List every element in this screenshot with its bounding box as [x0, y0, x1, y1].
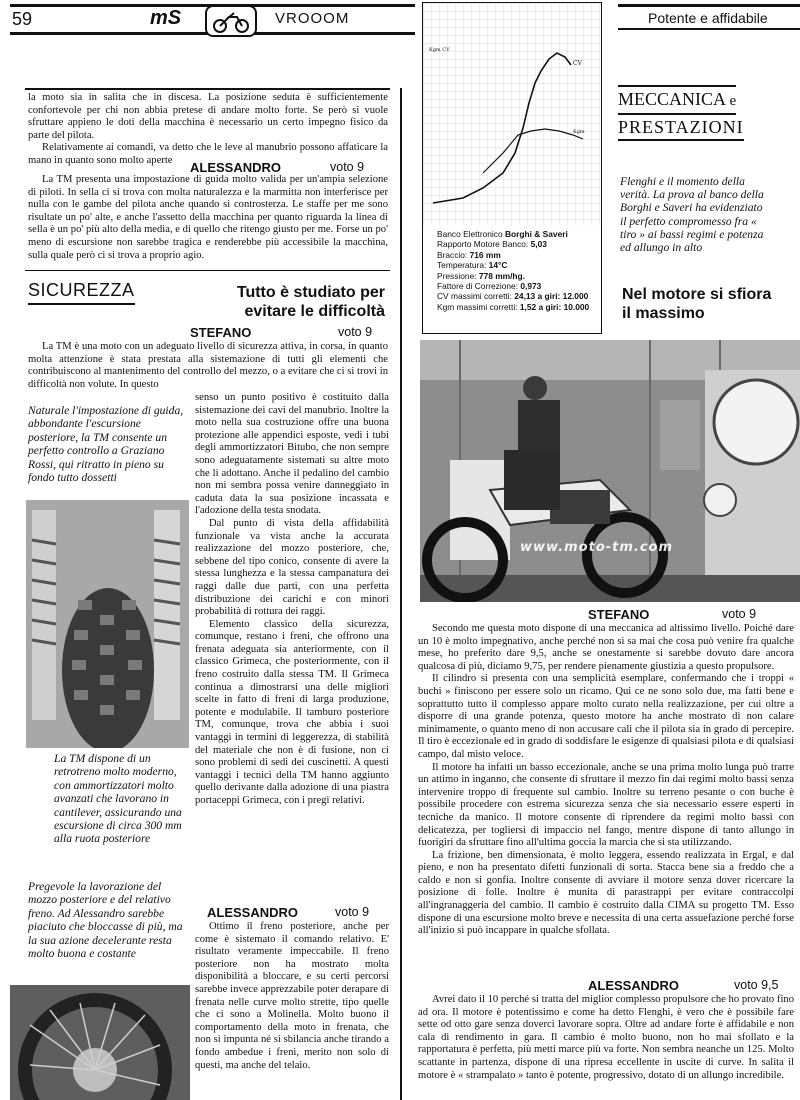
header-right-rule-top: [618, 4, 800, 7]
page-number: 59: [12, 9, 33, 29]
photo-rear-suspension: [26, 500, 189, 748]
dyno-chart: [423, 3, 601, 225]
page-title: Potente e affidabile: [648, 10, 768, 26]
review-3-text: Ottimo il freno posteriore, anche per come è sistemato il comando relativo. E' risultato veramente impeccabile. Il freno posteriore non ha mostrato molta disponibilità a bloccare, e su certi percorsi sarebbe invece apprezzabile poter derapare di frenata nelle curve molto strette, tipo quelle che ci sono a Molinella. Molto buono il comportamento della moto in frenata, che non si impunta né si sbilancia anche tirando a fondo ambedue i freni, merito non solo di questi, ma anche del telaio.: [195, 921, 389, 1071]
spec-row: Pressione: 778 mm/hg.: [437, 270, 525, 281]
intro-text: la moto sia in salita che in discesa. La posizione seduta è sufficientemente confortevole per chi non abbia pretese di andare molto forte. Se però si vuole sfruttare appieno le doti della macchina è necessario un certo impegno fisico da parte del pilota. Relativamente ai comandi, va detto che le leve al manubrio possono affaticare la mano in quanto sono molto aperte: [28, 92, 388, 166]
review-4-text: Secondo me questa moto dispone di una meccanica ad altissimo livello. Poiché dare un 10 è molto impegnativo, anche perché non si sa mai che cosa può venire fra qualche mese, ho preferito dare 9,5, anche se onestamente si sarebbe dovuto dare ancora qualcosa di più, diciamo 9,75, per rendere pienamente giustizia a questo propulsore. Il cilindro si presenta con una semplicità esemplare, confermando che i troppi « buchi » finiscono per essere solo un ricamo. Qui ce ne sono solo due, ma fatti bene e soprattutto tutto il complesso appare molto curato nella realizzazione, per cui oltre a disporre di una grande potenza, questo motore ha anche mostrato di non calare minimamente, o quanto meno di non accusare cali che il pilota sia in grado di percepire. Il tiro è eccezionale ed in grado di soddisfare le esigenze di qualsiasi pilota e di qualsiasi campo, dal misto veloce. Il motore ha infatti un basso eccezionale, anche se una prima molto lunga può trarre un attimo in inganno, che consente di sfruttare il mezzo fin dai regimi molto bassi senza intervenire troppo di frequente sul cambio. Inoltre su terreno pesante o con buche è possibile procedere con estrema sicurezza senza che sia necessario essere esperti in tecniche da manico. Il motore consente di riprendere da regimi molto bassi con delicatezza, per togliersi di impaccio nel fango, mentre dispone di tanto allungo in fuorigiri da sfruttare fino all'ultima goccia la marcia che si sta utilizzando. La frizione, ben dimensionata, è molto leggera, essendo realizzata in Ergal, e dal pieno, e non ha presentato difetti funzionali di sorta. Stacca bene sia a freddo che a caldo e non si gonfia. Inoltre consente di avviare il motore senza dover ricercare la posizione di folle. Inoltre è munita di parastrappi per evitare contraccolpi all'ingranaggeria del cambio. Il cambio è costruito dalla CIMA su progetto TM. Esso dispone di una escursione molto breve e necessita di una certa assuefazione perché forse all'inizio si può incappare in qualche sfollata.: [418, 623, 794, 937]
headline-sicurezza: Tutto è studiato per evitare le difficoltà: [236, 284, 385, 320]
vote-3: voto 9: [335, 905, 370, 919]
vote-1: voto 9: [330, 160, 365, 174]
review-2-text-full: La TM è una moto con un adeguato livello di sicurezza attiva, in corsa, in quanto molta attenzione è stata prestata alla sistemazione di tutti gli elementi che contribuiscono al mantenimento del controllo del mezzo, o a evitare che ci si trovi in difficoltà non volute. In questo: [28, 341, 388, 390]
spec-row: Rapporto Motore Banco: 5,03: [437, 239, 547, 250]
vote-4: voto 9: [722, 607, 757, 621]
vote-5: voto 9,5: [734, 978, 779, 992]
spec-row: Kgm massimi corretti: 1,52 a giri: 10.000: [437, 301, 590, 312]
divider: [25, 270, 390, 271]
photo-rear-hub: [10, 985, 190, 1100]
reviewer-alessandro-1: ALESSANDRO: [190, 160, 282, 175]
column-separator: [400, 88, 402, 1100]
section-label-sicurezza: SICUREZZA: [28, 280, 135, 305]
watermark: www.moto-tm.com: [520, 540, 674, 555]
spec-row: Banco Elettronico Borghi & Saveri: [437, 229, 568, 239]
spec-row: CV massimi corretti: 24,13 a giri: 12.000: [437, 291, 589, 302]
kgm-label: Kgm: [573, 129, 585, 135]
reviewer-stefano-1: STEFANO: [190, 325, 252, 340]
dyno-specs: [437, 229, 597, 312]
caption-hub: Pregevole la lavorazione del mozzo posteriore e del relativo freno. Ad Alessandro sarebbe piaciuto che bloccasse di più, ma la sua azione decelerante resta molto buona e costante: [28, 880, 183, 961]
reviewer-alessandro-3: ALESSANDRO: [588, 978, 680, 993]
review-5-text: Avrei dato il 10 perché si tratta del miglior complesso propulsore che ho provato fino ad ora. Il motore è potentissimo e come ha detto Flenghi, è vero che è possibile fare sette od otto gare senza doverci lavorare sopra. Oltre ad andare forte è affidabile e non cala di rendimento in gara. Il cambio è molto buono, non ho mai sfollato e la rapportatura è perfetta, più metti marce più va forte. Non sembra neanche un 125. Molto scattante in partenza, dispone di una ripresa eccellente in uscite di curve. In salita il motore è « strampalato » tanto è potente, progressivo, dotato di un allungo incredibile.: [418, 994, 794, 1081]
magazine-logo: mS: [150, 7, 182, 29]
dyno-box: [422, 2, 602, 334]
review-2-text-narrow: senso un punto positivo è costituito dalla sistemazione dei cavi del manubrio. Inoltre la moto nella sua costruzione offre una buona protezione alle appendici esposte, vedi i tubi degli ammortizzatori Bitubo, che non sempre sono adeguatamente sistemati su altre moto che li adottano. Anche il pedalino del cambio non mi sembra possa venire danneggiato in caduta data la sua posizione incassata e l'adozione della testa snodata. Dal punto di vista della affidabilità funzionale va vista anche la accurata realizzazione del mozzo posteriore, che, sebbene del tipo conico, consente di avere la stessa lunghezza e la stessa campanatura dei raggi dalle due parti, con una perfetta distribuzione dei carichi e con minori probabilità di rottura dei raggi. Elemento classico della sicurezza, comunque, restano i freni, che offrono una frenata adeguata sia anteriormente, con il classico Grimeca, che posteriormente, con il freno costruito dalla stessa TM. Il Grimeca continua a dimostrarsi una delle migliori scelte in fatto di freni di larga produzione, potente e modulabile. Il tamburo posteriore TM, comunque, trova che abbia i suoi vantaggi in termini di leggerezza, di stabilità del materiale che non è di fusione, non ci sono problemi di sedi dei cuscinetti. A questi vantaggi i tecnici della TM hanno aggiunto quello derivante dalla adozione di una piastra portaceppi Grimeca, con i pregi relativi.: [195, 392, 389, 806]
cv-label: CV: [573, 60, 582, 67]
reviewer-alessandro-2: ALESSANDRO: [207, 905, 299, 920]
header-right-rule-bottom: [618, 28, 800, 30]
section-name: VROOOM: [275, 10, 350, 27]
spec-row: Braccio: 716 mm: [437, 249, 501, 260]
caption-suspension: La TM dispone di un retrotreno molto moderno, con ammortizzatori molto avanzati che lavorano in cantilever, assicurando una escursione di circa 300 mm alla ruota posteriore: [54, 752, 182, 846]
section-label-meccanica: MECCANICA e PRESTAZIONI: [618, 85, 772, 141]
spec-row: Fattore di Correzione: 0,973: [437, 281, 542, 292]
photo-bike-dyno: [420, 340, 800, 602]
review-1-text: La TM presenta una impostazione di guida molto valida per un'ampia selezione di piloti. In sella ci si trova con molta naturalezza e la marmitta non interferisce per nulla con le gambe del pilota anche quando si controsterza. Le staffe per me sono risultate un po' alte, e anche l'assetto della macchina per quanto riguarda la linea di sella è un po' più alto della media, e di quello che ritengo giusto per me. Forse un po' meno di escursione non sarebbe tragica e renderebbe più accessibile la macchina, sulla quale però ci si trova a proprio agio.: [28, 174, 388, 261]
mechanics-intro-caption: Flenghi e il momento della verità. La prova al banco della Borghi e Saveri ha evidenziato il perfetto compromesso fra « tiro » ai bassi regimi e potenza ed allungo in alto: [620, 175, 764, 255]
vote-2: voto 9: [338, 325, 373, 339]
motorcycle-icon: [205, 5, 257, 37]
axis-top-label: Kgm CV: [429, 47, 450, 53]
spec-row: Temperatura: 14°C: [437, 260, 508, 271]
caption-riding: Naturale l'impostazione di guida, abbondante l'escursione posteriore, la TM consente un perfetto controllo a Graziano Rossi, qui ritratto in pieno su fondo tutto dossetti: [28, 404, 184, 485]
reviewer-stefano-2: STEFANO: [588, 607, 650, 622]
headline-motore: Nel motore si sfiora il massimo: [622, 286, 772, 322]
